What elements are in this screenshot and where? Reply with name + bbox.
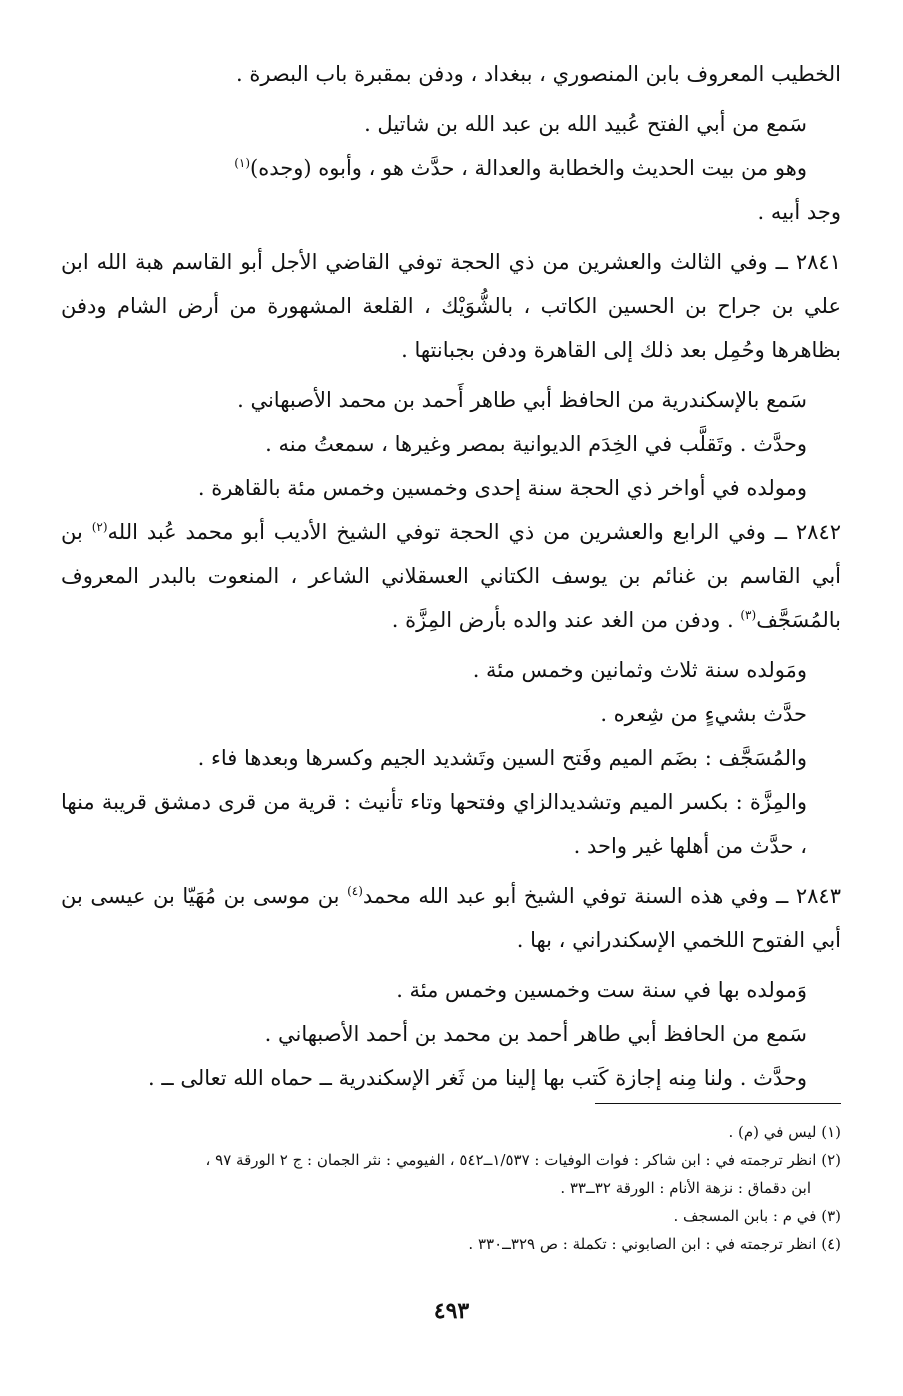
paragraph: وحدَّث . ولنا مِنه إجازة كَتب بها إلينا من ثَغر الإسكندرية ــ حماه الله تعالى ــ . — [148, 1066, 807, 1090]
paragraph: ومَولده سنة ثلاث وثمانين وخمس مئة . — [472, 658, 807, 682]
paragraph-text: ٢٨٤٣ ــ وفي هذه السنة توفي الشيخ أبو عبد الله محمد — [362, 884, 841, 908]
entry-2843 — [61, 874, 841, 962]
paragraph: سَمع من أبي الفتح عُبيد الله بن عبد الله بن شاتيل . — [364, 112, 807, 136]
paragraph-text: ٢٨٤٢ ــ وفي الرابع والعشرين من ذي الحجة توفي الشيخ الأديب أبو محمد عُبد الله — [107, 520, 842, 544]
paragraph: وحدَّث . وتَقلَّب في الخِدَم الديوانية بمصر وغيرها ، سمعتُ منه . — [265, 432, 807, 456]
paragraph: حدَّث بشيءٍ من شِعره . — [600, 702, 807, 726]
paragraph: سَمع بالإسكندرية من الحافظ أبي طاهر أَحمد بن محمد الأصبهاني . — [237, 388, 807, 412]
paragraph-text: . ودفن من الغد عند والده بأرض المِزَّة . — [391, 608, 734, 632]
footnote-ref: (٣) — [740, 608, 757, 622]
paragraph: سَمع من الحافظ أبي طاهر أحمد بن محمد بن أحمد الأصبهاني . — [264, 1022, 807, 1046]
page-number: ٤٩٣ — [433, 1298, 470, 1324]
footnote: (١) ليس في (م) . — [728, 1123, 841, 1141]
footnote-ref: (٢) — [91, 520, 108, 534]
footnote-continuation: ابن دقماق : نزهة الأنام : الورقة ٣٢ــ٣٣ . — [560, 1179, 811, 1197]
entry-2841: ٢٨٤١ ــ وفي الثالث والعشرين من ذي الحجة توفي القاضي الأجل أبو القاسم هبة الله ابن علي بن جراح بن الحسين الكاتب ، بالشُّوَيْك ، القلعة المشهورة من أرض الشام ودفن بظاهرها وحُمِل بعد ذلك إلى القاهرة ودفن بجبانتها . — [61, 250, 841, 362]
footnotes — [61, 1118, 841, 1258]
footnote-divider — [595, 1103, 841, 1104]
paragraph: والمِزَّة : بكسر الميم وتشديدالزاي وفتحها وتاء تأنيث : قرية من قرى دمشق قريبة منها ، حدَّث من أهلها غير واحد . — [61, 790, 807, 858]
paragraph: الخطيب المعروف بابن المنصوري ، ببغداد ، ودفن بمقبرة باب البصرة . — [235, 62, 841, 86]
paragraph: والمُسَجَّف : بضَم الميم وفَتح السين وتَشديد الجيم وكسرها وبعدها فاء . — [197, 746, 807, 770]
footnote: (٢) انظر ترجمته في : ابن شاكر : فوات الوفيات : ١/٥٣٧ــ٥٤٢ ، الفيومي : نثر الجمان : ج ٢ الورقة ٩٧ ، — [205, 1151, 841, 1169]
paragraph: وَمولده بها في سنة ست وخمسين وخمس مئة . — [396, 978, 807, 1002]
footnote: (٣) في م : بابن المسجف . — [673, 1207, 841, 1225]
footnote-ref: (١) — [234, 156, 251, 170]
main-text — [61, 52, 841, 1100]
paragraph-text: وهو من بيت الحديث والخطابة والعدالة ، حدَّث هو ، وأبوه (وجده) — [250, 156, 807, 180]
footnote: (٤) انظر ترجمته في : ابن الصابوني : تكملة : ص ٣٢٩ــ٣٣٠ . — [468, 1235, 841, 1253]
paragraph-text: بن موسى بن مُهَيّا بن عيسى بن أبي الفتوح اللخمي الإسكندراني ، بها . — [61, 884, 841, 952]
paragraph — [61, 146, 841, 190]
paragraph: وجد أبيه . — [757, 200, 841, 224]
paragraph-text: بن أبي القاسم بن غنائم بن يوسف الكتاني العسقلاني الشاعر ، المنعوت بالبدر المعروف بالمُسَجَّف — [61, 520, 841, 632]
footnote-ref: (٤) — [347, 884, 363, 898]
paragraph: ومولده في أواخر ذي الحجة سنة إحدى وخمسين وخمس مئة بالقاهرة . — [197, 476, 807, 500]
entry-2842 — [61, 510, 841, 642]
